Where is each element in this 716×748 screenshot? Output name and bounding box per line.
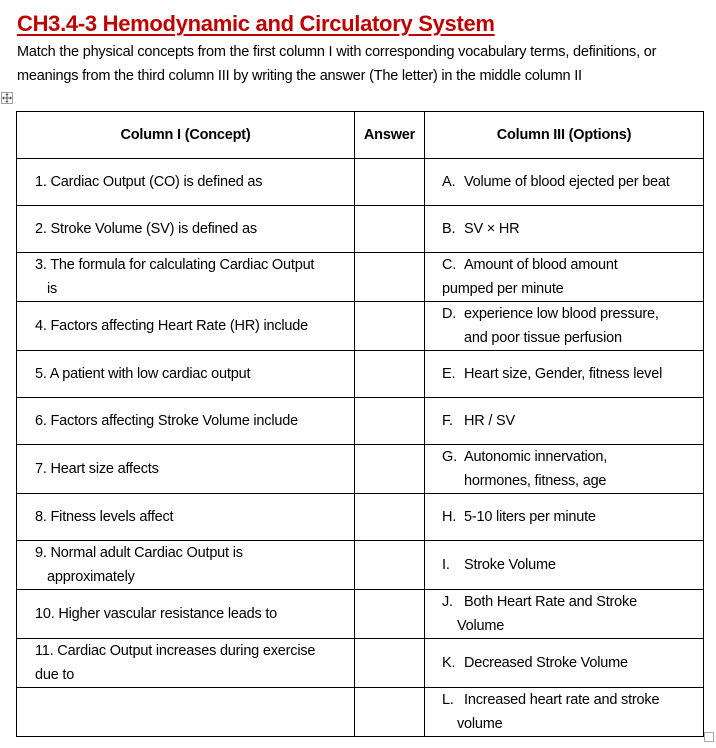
header-answer: Answer <box>355 112 425 159</box>
option-text: Both Heart Rate and Stroke <box>464 594 637 610</box>
move-arrows-icon <box>2 93 12 103</box>
concept-text: 5. A patient with low cardiac output <box>35 366 251 382</box>
option-cell <box>425 688 704 737</box>
table-header-row <box>17 112 704 159</box>
table-row <box>17 541 704 590</box>
option-cell <box>425 445 704 494</box>
option-text-continued: and poor tissue perfusion <box>464 330 622 346</box>
option-text: SV × HR <box>464 221 520 237</box>
option-text: Heart size, Gender, fitness level <box>464 366 663 382</box>
answer-cell[interactable] <box>355 494 425 541</box>
answer-cell[interactable] <box>355 253 425 302</box>
concept-cell <box>17 159 355 206</box>
option-letter: F. <box>442 413 453 429</box>
option-letter: K. <box>442 655 456 671</box>
table-row <box>17 206 704 253</box>
option-text: Volume of blood ejected per beat <box>464 174 670 190</box>
option-text: HR / SV <box>464 413 515 429</box>
header-concept: Column I (Concept) <box>17 112 355 159</box>
table-row <box>17 253 704 302</box>
option-cell <box>425 253 704 302</box>
concept-cell <box>17 398 355 445</box>
concept-cell <box>17 541 355 590</box>
concept-text: 7. Heart size affects <box>35 461 159 477</box>
answer-cell[interactable] <box>355 590 425 639</box>
concept-cell <box>17 688 355 737</box>
option-cell <box>425 541 704 590</box>
concept-cell <box>17 253 355 302</box>
option-text: Autonomic innervation, <box>464 449 608 465</box>
table-row <box>17 302 704 351</box>
concept-cell <box>17 302 355 351</box>
concept-text: 2. Stroke Volume (SV) is defined as <box>35 221 257 237</box>
option-letter: L. <box>442 692 454 708</box>
option-text: Amount of blood amount <box>464 257 618 273</box>
option-cell <box>425 159 704 206</box>
table-row <box>17 445 704 494</box>
answer-cell[interactable] <box>355 688 425 737</box>
answer-cell[interactable] <box>355 206 425 253</box>
option-letter: G. <box>442 449 457 465</box>
answer-cell[interactable] <box>355 541 425 590</box>
answer-cell[interactable] <box>355 351 425 398</box>
option-text-continued: pumped per minute <box>442 281 564 297</box>
table-row <box>17 351 704 398</box>
option-text: Decreased Stroke Volume <box>464 655 628 671</box>
concept-cell <box>17 639 355 688</box>
option-cell <box>425 206 704 253</box>
concept-text-continued: due to <box>35 667 75 683</box>
answer-cell[interactable] <box>355 445 425 494</box>
concept-text-continued: is <box>47 281 58 297</box>
table-resize-handle-icon[interactable] <box>704 732 714 742</box>
document-title: CH3.4-3 Hemodynamic and Circulatory System <box>17 11 495 36</box>
option-cell <box>425 590 704 639</box>
concept-text: 9. Normal adult Cardiac Output is <box>35 545 243 561</box>
option-cell <box>425 351 704 398</box>
concept-text: 4. Factors affecting Heart Rate (HR) include <box>35 318 308 334</box>
table-row <box>17 398 704 445</box>
option-letter: J. <box>442 594 453 610</box>
concept-text-continued: approximately <box>47 569 135 585</box>
option-letter: A. <box>442 174 456 190</box>
option-letter: C. <box>442 257 457 273</box>
concept-text: 3. The formula for calculating Cardiac Output <box>35 257 315 273</box>
option-cell <box>425 302 704 351</box>
table-row <box>17 159 704 206</box>
concept-cell <box>17 351 355 398</box>
concept-text: 6. Factors affecting Stroke Volume include <box>35 413 298 429</box>
concept-text: 11. Cardiac Output increases during exercise <box>35 643 316 659</box>
concept-text: 1. Cardiac Output (CO) is defined as <box>35 174 263 190</box>
option-letter: H. <box>442 509 457 525</box>
table-row <box>17 639 704 688</box>
table-row <box>17 688 704 737</box>
option-cell <box>425 398 704 445</box>
option-letter: B. <box>442 221 456 237</box>
option-cell <box>425 494 704 541</box>
option-text-continued: volume <box>457 716 503 732</box>
table-move-handle-icon[interactable] <box>1 92 13 104</box>
option-letter: D. <box>442 306 457 322</box>
concept-cell <box>17 590 355 639</box>
concept-text: 8. Fitness levels affect <box>35 509 174 525</box>
option-letter: E. <box>442 366 456 382</box>
option-text: Stroke Volume <box>464 557 556 573</box>
option-text: 5-10 liters per minute <box>464 509 596 525</box>
instructions-paragraph: Match the physical concepts from the first column I with corresponding vocabulary terms, definitions, or meanings from the third column III by writing the answer (The letter) in the middle column II <box>17 44 657 84</box>
answer-cell[interactable] <box>355 159 425 206</box>
option-text-continued: hormones, fitness, age <box>464 473 607 489</box>
answer-cell[interactable] <box>355 302 425 351</box>
concept-cell <box>17 206 355 253</box>
option-text: Increased heart rate and stroke <box>464 692 660 708</box>
option-cell <box>425 639 704 688</box>
concept-cell <box>17 494 355 541</box>
concept-text: 10. Higher vascular resistance leads to <box>35 606 278 622</box>
concept-cell <box>17 445 355 494</box>
option-text: experience low blood pressure, <box>464 306 659 322</box>
answer-cell[interactable] <box>355 398 425 445</box>
answer-cell[interactable] <box>355 639 425 688</box>
table-row <box>17 590 704 639</box>
matching-table <box>16 111 704 737</box>
header-options: Column III (Options) <box>425 112 704 159</box>
table-row <box>17 494 704 541</box>
option-text-continued: Volume <box>457 618 505 634</box>
option-letter: I. <box>442 557 450 573</box>
